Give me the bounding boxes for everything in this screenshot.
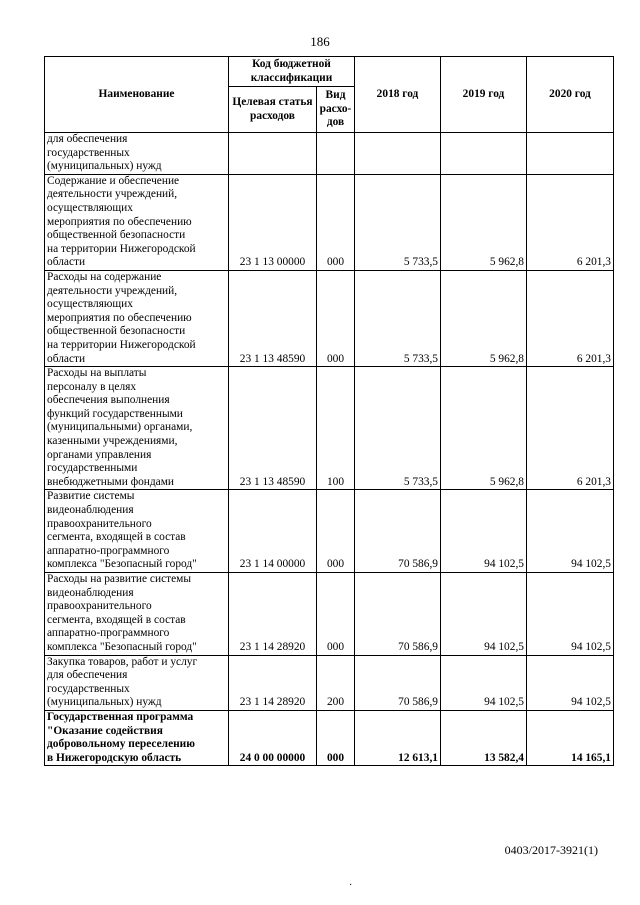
row-value-2018: 70 586,9 [355, 573, 441, 656]
row-value-2019 [441, 133, 527, 175]
row-value-2020 [527, 133, 614, 175]
row-value-2020: 6 201,3 [527, 367, 614, 490]
header-expense-type: Вид расхо-дов [317, 87, 355, 133]
row-expense-type [317, 133, 355, 175]
row-name [45, 174, 229, 270]
row-name [45, 710, 229, 765]
row-target-article: 23 1 14 00000 [229, 490, 317, 573]
table-row [45, 270, 614, 366]
row-expense-type: 200 [317, 655, 355, 710]
row-name-text: Расходы на содержание деятельности учреждений, осуществляющих мероприятия по обеспечению общественной безопасности на территории Нижегородской области [47, 270, 196, 365]
header-year-2019: 2019 год [441, 57, 527, 133]
budget-table [44, 56, 614, 766]
row-expense-type: 100 [317, 367, 355, 490]
row-value-2018: 5 733,5 [355, 174, 441, 270]
row-value-2019: 5 962,8 [441, 270, 527, 366]
header-year-2020: 2020 год [527, 57, 614, 133]
header-name: Наименование [45, 57, 229, 133]
row-expense-type: 000 [317, 490, 355, 573]
header-target-article: Целевая статья расходов [229, 87, 317, 133]
row-name-text: Расходы на развитие системы видеонаблюдения правоохранительного сегмента, входящей в состав аппаратно-программного комплекса "Безопасный город" [47, 573, 197, 653]
row-name [45, 367, 229, 490]
row-value-2018 [355, 133, 441, 175]
row-name-text: Закупка товаров, работ и услуг для обеспечения государственных (муниципальных) нужд [47, 655, 198, 709]
row-expense-type: 000 [317, 710, 355, 765]
row-target-article [229, 133, 317, 175]
row-value-2020: 14 165,1 [527, 710, 614, 765]
row-value-2020: 94 102,5 [527, 490, 614, 573]
row-target-article: 23 1 14 28920 [229, 573, 317, 656]
row-value-2018: 70 586,9 [355, 490, 441, 573]
row-expense-type: 000 [317, 174, 355, 270]
table-row [45, 367, 614, 490]
header-year-2018: 2018 год [355, 57, 441, 133]
table-row [45, 174, 614, 270]
row-value-2020: 6 201,3 [527, 174, 614, 270]
row-value-2019: 5 962,8 [441, 174, 527, 270]
row-value-2020: 94 102,5 [527, 655, 614, 710]
row-expense-type: 000 [317, 270, 355, 366]
table-body [45, 133, 614, 766]
row-name-text: Содержание и обеспечение деятельности учреждений, осуществляющих мероприятия по обеспечению общественной безопасности на территории Нижегородской области [47, 174, 196, 269]
row-value-2019: 94 102,5 [441, 655, 527, 710]
table-row [45, 573, 614, 656]
row-value-2019: 13 582,4 [441, 710, 527, 765]
table-header [45, 57, 614, 133]
row-name-text: для обеспечения государственных (муниципальных) нужд [47, 133, 162, 173]
row-value-2018: 5 733,5 [355, 367, 441, 490]
row-value-2018: 70 586,9 [355, 655, 441, 710]
row-target-article: 23 1 13 00000 [229, 174, 317, 270]
row-name-text: Расходы на выплаты персоналу в целях обеспечения выполнения функций государственными (муниципальными) органами, казенными учреждениями, органами управления государственными внебюджетными фондами [47, 367, 193, 488]
row-expense-type: 000 [317, 573, 355, 656]
table-row [45, 655, 614, 710]
row-value-2019: 94 102,5 [441, 573, 527, 656]
row-name [45, 573, 229, 656]
row-value-2018: 12 613,1 [355, 710, 441, 765]
row-name-text: Государственная программа "Оказание содействия добровольному переселению в Нижегородскую область [47, 710, 195, 764]
row-name [45, 490, 229, 573]
row-name-text: Развитие системы видеонаблюдения правоохранительного сегмента, входящей в состав аппаратно-программного комплекса "Безопасный город" [47, 490, 197, 571]
row-value-2020: 94 102,5 [527, 573, 614, 656]
row-target-article: 23 1 14 28920 [229, 655, 317, 710]
document-code: 0403/2017-3921(1) [504, 843, 598, 857]
row-value-2019: 94 102,5 [441, 490, 527, 573]
page-number: 186 [310, 34, 330, 49]
table-row [45, 490, 614, 573]
row-value-2018: 5 733,5 [355, 270, 441, 366]
row-name [45, 655, 229, 710]
row-target-article: 24 0 00 00000 [229, 710, 317, 765]
table-row [45, 133, 614, 175]
row-target-article: 23 1 13 48590 [229, 367, 317, 490]
row-value-2019: 5 962,8 [441, 367, 527, 490]
row-name [45, 270, 229, 366]
row-name [45, 133, 229, 175]
table-row [45, 710, 614, 765]
row-value-2020: 6 201,3 [527, 270, 614, 366]
row-target-article: 23 1 13 48590 [229, 270, 317, 366]
header-budget-code: Код бюджетной классификации [229, 57, 355, 87]
footer-mark: · [349, 880, 353, 891]
